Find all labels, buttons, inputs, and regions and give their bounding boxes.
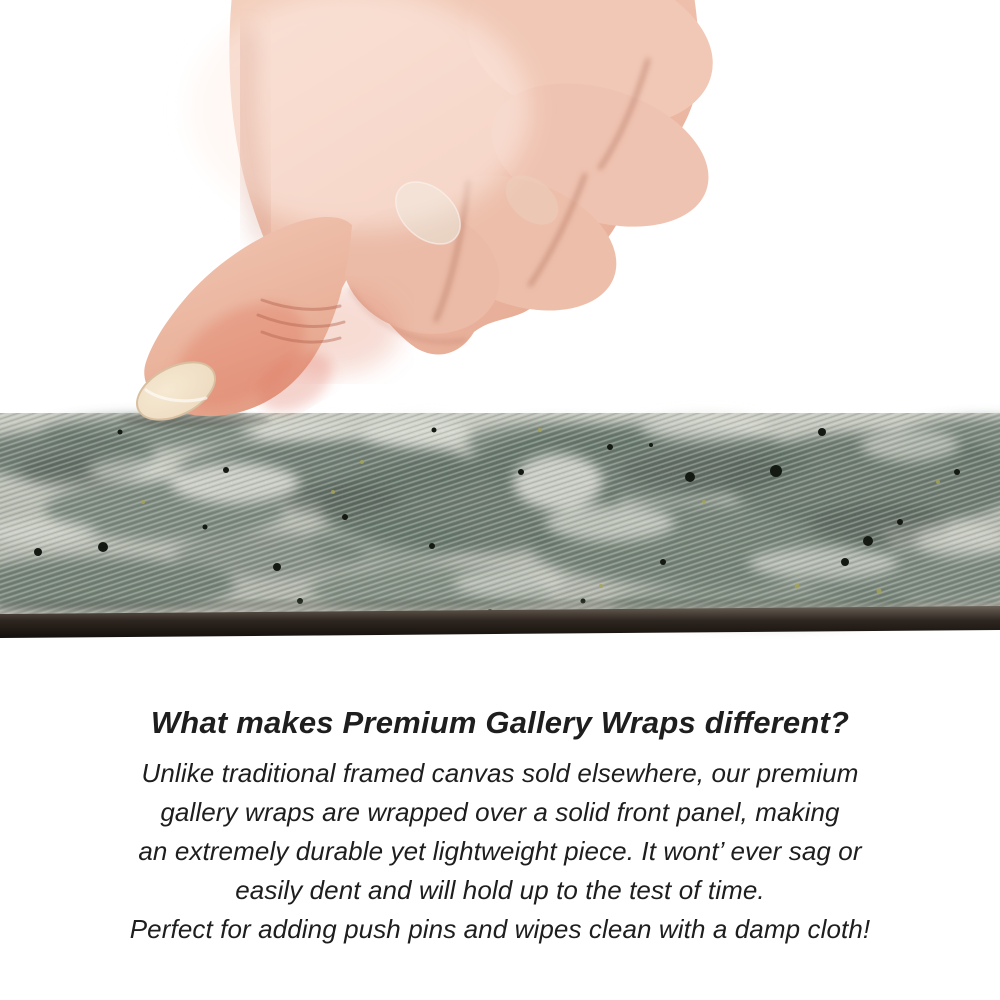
body-line-1: Unlike traditional framed canvas sold elsewhere, our premium xyxy=(141,758,859,788)
canvas-grain xyxy=(0,413,1000,616)
body-line-3: an extremely durable yet lightweight piece. It wont’ ever sag or xyxy=(138,836,862,866)
body-line-4: easily dent and will hold up to the test of time. xyxy=(235,875,765,905)
body-line-2: gallery wraps are wrapped over a solid front panel, making xyxy=(160,797,840,827)
headline: What makes Premium Gallery Wraps different? xyxy=(150,705,850,740)
marketing-copy xyxy=(0,640,1000,949)
body-line-5: Perfect for adding push pins and wipes clean with a damp cloth! xyxy=(129,914,871,944)
canvas-strip xyxy=(0,413,1000,638)
hand-illustration xyxy=(128,0,730,431)
thumb xyxy=(128,217,352,431)
